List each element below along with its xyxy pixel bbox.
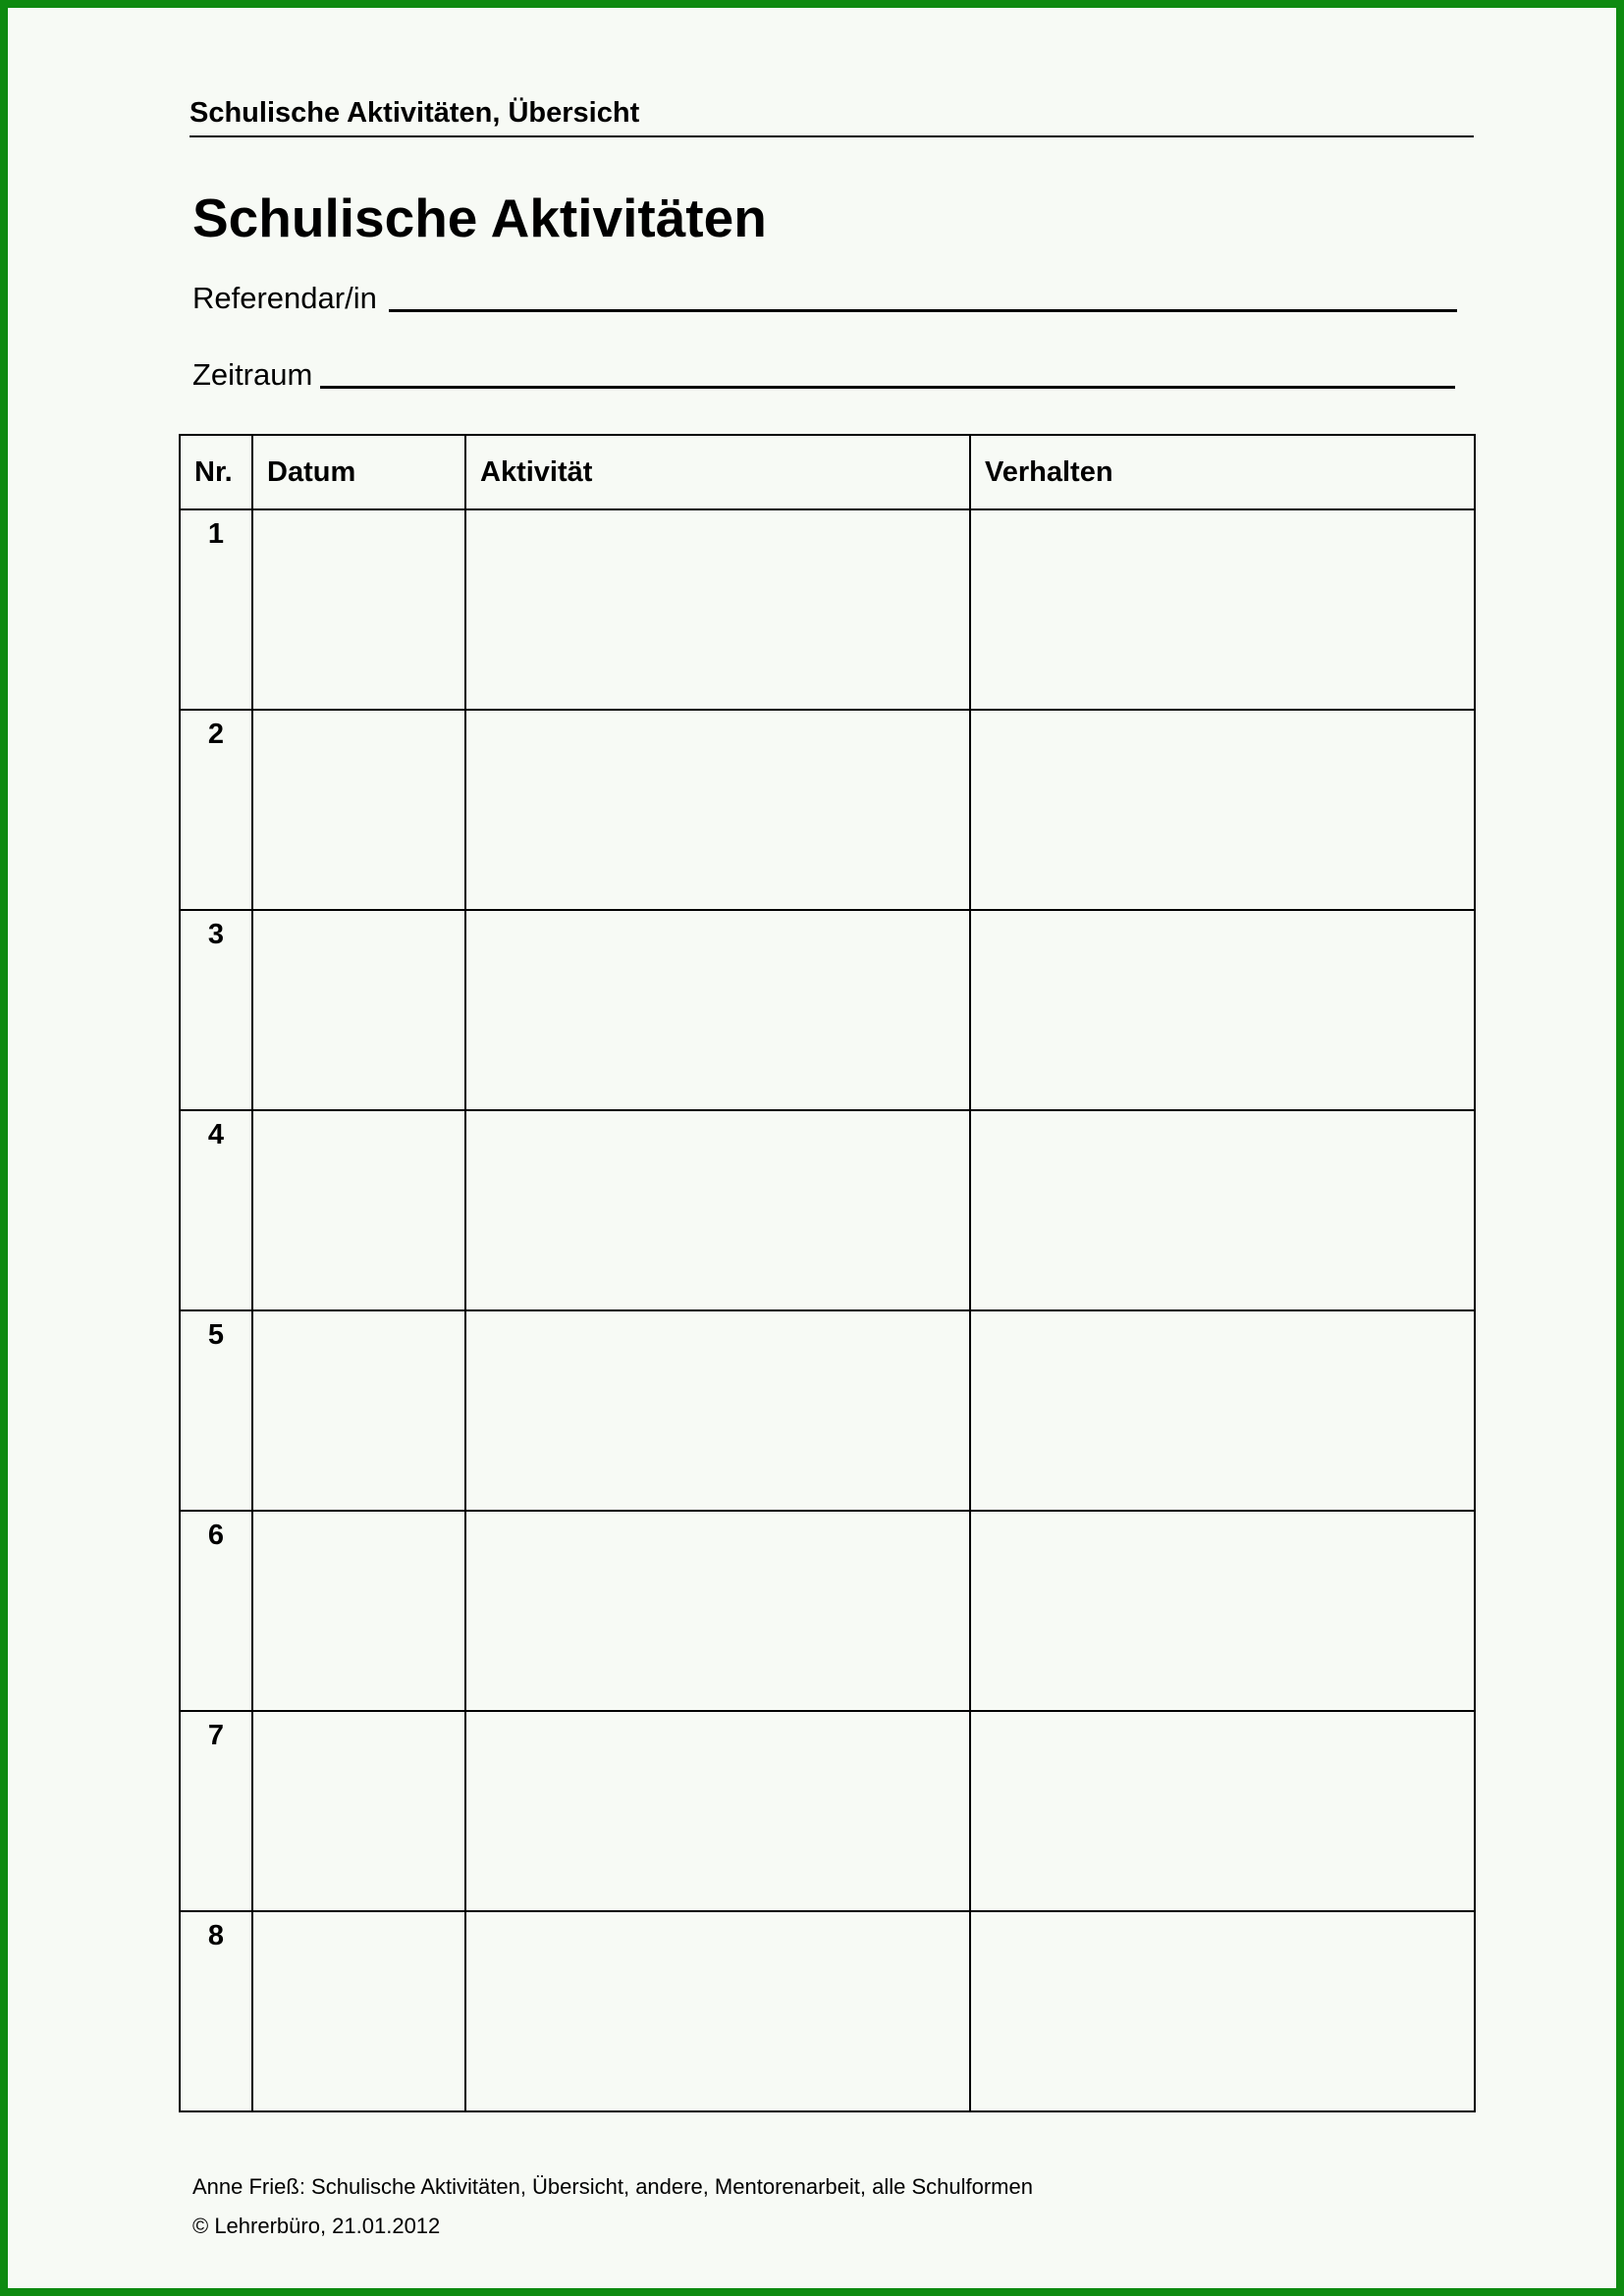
footer-copyright: © Lehrerbüro, 21.01.2012 bbox=[192, 2214, 441, 2238]
datum-cell[interactable] bbox=[252, 1310, 465, 1511]
datum-cell[interactable] bbox=[252, 1711, 465, 1911]
verhalten-cell[interactable] bbox=[970, 1711, 1475, 1911]
row-number: 8 bbox=[180, 1911, 252, 2111]
table-row bbox=[180, 1911, 1475, 2111]
aktivitaet-cell[interactable] bbox=[465, 1310, 970, 1511]
activities-table bbox=[179, 434, 1476, 2112]
row-number: 7 bbox=[180, 1711, 252, 1911]
aktivitaet-cell[interactable] bbox=[465, 1711, 970, 1911]
row-number: 4 bbox=[180, 1110, 252, 1310]
row-number: 1 bbox=[180, 509, 252, 710]
datum-cell[interactable] bbox=[252, 1911, 465, 2111]
zeitraum-field bbox=[192, 355, 1455, 395]
column-header-datum: Datum bbox=[252, 435, 465, 509]
aktivitaet-cell[interactable] bbox=[465, 1511, 970, 1711]
aktivitaet-cell[interactable] bbox=[465, 910, 970, 1110]
row-number: 3 bbox=[180, 910, 252, 1110]
verhalten-cell[interactable] bbox=[970, 509, 1475, 710]
table-row bbox=[180, 509, 1475, 710]
table-row bbox=[180, 710, 1475, 910]
verhalten-cell[interactable] bbox=[970, 1911, 1475, 2111]
verhalten-cell[interactable] bbox=[970, 710, 1475, 910]
column-header-aktivitaet: Aktivität bbox=[465, 435, 970, 509]
datum-cell[interactable] bbox=[252, 1110, 465, 1310]
page-header: Schulische Aktivitäten, Übersicht bbox=[189, 97, 1474, 137]
table-row bbox=[180, 1310, 1475, 1511]
aktivitaet-cell[interactable] bbox=[465, 1911, 970, 2111]
page-title: Schulische Aktivitäten bbox=[192, 187, 767, 248]
verhalten-cell[interactable] bbox=[970, 910, 1475, 1110]
table-row bbox=[180, 1110, 1475, 1310]
table-row bbox=[180, 1711, 1475, 1911]
table-row bbox=[180, 910, 1475, 1110]
verhalten-cell[interactable] bbox=[970, 1310, 1475, 1511]
table-header-row bbox=[180, 435, 1475, 509]
zeitraum-input-line[interactable] bbox=[320, 386, 1455, 389]
verhalten-cell[interactable] bbox=[970, 1511, 1475, 1711]
table-row bbox=[180, 1511, 1475, 1711]
footer-source: Anne Frieß: Schulische Aktivitäten, Übersicht, andere, Mentorenarbeit, alle Schulformen bbox=[192, 2174, 1033, 2199]
row-number: 5 bbox=[180, 1310, 252, 1511]
aktivitaet-cell[interactable] bbox=[465, 710, 970, 910]
row-number: 2 bbox=[180, 710, 252, 910]
datum-cell[interactable] bbox=[252, 910, 465, 1110]
referendar-input-line[interactable] bbox=[389, 309, 1457, 312]
row-number: 6 bbox=[180, 1511, 252, 1711]
zeitraum-label: Zeitraum bbox=[192, 357, 313, 392]
column-header-nr: Nr. bbox=[180, 435, 252, 509]
aktivitaet-cell[interactable] bbox=[465, 1110, 970, 1310]
referendar-field bbox=[192, 279, 1457, 318]
datum-cell[interactable] bbox=[252, 710, 465, 910]
datum-cell[interactable] bbox=[252, 1511, 465, 1711]
verhalten-cell[interactable] bbox=[970, 1110, 1475, 1310]
column-header-verhalten: Verhalten bbox=[970, 435, 1475, 509]
aktivitaet-cell[interactable] bbox=[465, 509, 970, 710]
datum-cell[interactable] bbox=[252, 509, 465, 710]
referendar-label: Referendar/in bbox=[192, 281, 377, 315]
